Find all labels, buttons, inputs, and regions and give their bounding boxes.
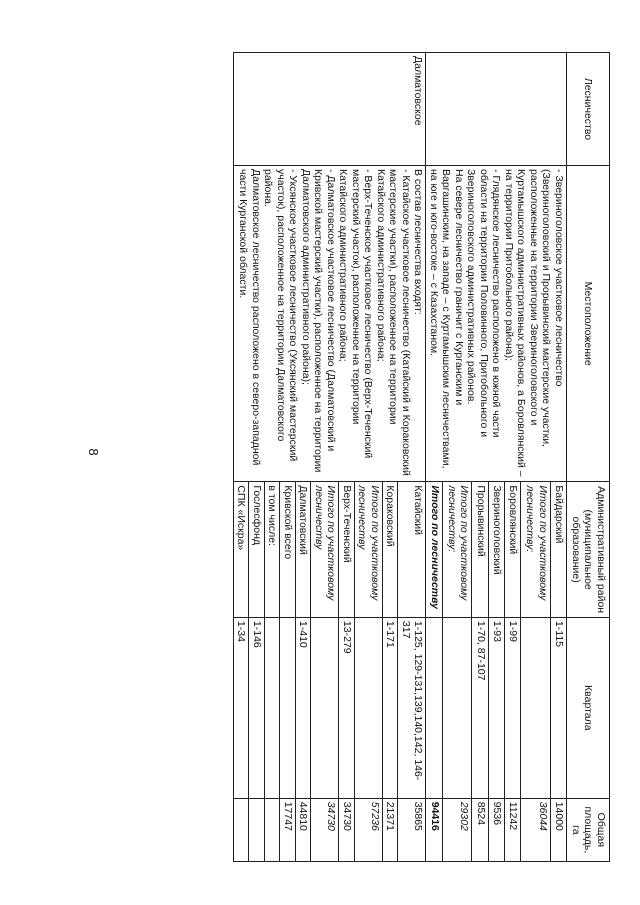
table-header-row bbox=[567, 53, 610, 862]
district-cell: Катайский bbox=[398, 482, 426, 618]
quarters-cell: 1-115 bbox=[550, 617, 566, 798]
district-cell: Далматовский bbox=[296, 482, 312, 618]
district-cell: в том числе: bbox=[265, 482, 281, 618]
area-cell bbox=[234, 798, 250, 861]
quarters-cell bbox=[311, 617, 339, 798]
district-cell: Верх-Теченский bbox=[339, 482, 355, 618]
area-cell bbox=[249, 798, 265, 861]
quarters-cell bbox=[442, 617, 471, 798]
quarters-cell: 1-171 bbox=[383, 617, 399, 798]
district-cell: СПК «Искра» bbox=[234, 482, 250, 618]
area-cell: 11242 bbox=[504, 798, 520, 861]
area-cell-subtotal: 36044 bbox=[521, 798, 550, 861]
area-cell: 35865 bbox=[398, 798, 426, 861]
quarters-cell bbox=[280, 617, 296, 798]
header-admin-district: Административный район (муниципальное образование) bbox=[567, 482, 610, 618]
forestry-table bbox=[233, 52, 610, 862]
location-cell-block2: В состав лесничества входят: - Катайское участковое лесничество (Катайский и Кораковский мастерские участки), расположенное на территории Катайского административного района; - Верх-Теченское участковое лесничество (Верх-Теченский мастерский участок), расположенное на территории Катайского административного района; - Далматовское участковое лесничество (Далматовский и Кривской мастерский участки), расположенное на территории Далматовского административного района); - Уксянское участковое лесничество (Уксянский мастерский участок), расположенное на территории Далматовского района. Далматовское лесничество расположено в северо-западной части Курганской области. bbox=[234, 165, 427, 481]
location-cell-block1: - Звериноголовское участковое лесничество (Звериноголовский и Прорывинский мастерские участки, расположенные на территории Звериноголовского и Куртамышского административных районов, а Боровлянский – на территории Притобольного района); - Глядянское лесничество расположено в южной части области на территории Половинного, Притобольного и Звериноголовского административных районов. На севере лесничество граничит с Курганским и Варгашинским, на западе – с Куртамышским лесничествами, на юге и юго-востоке – с Казахстаном. bbox=[426, 165, 567, 481]
page-number: 8 bbox=[86, 448, 101, 456]
quarters-cell bbox=[355, 617, 383, 798]
district-cell: Звериноголовский bbox=[488, 482, 504, 618]
quarters-cell: 1-34 bbox=[234, 617, 250, 798]
area-cell-subtotal: 34730 bbox=[311, 798, 339, 861]
area-cell bbox=[265, 798, 281, 861]
quarters-cell bbox=[265, 617, 281, 798]
district-cell-subtotal: Итого по участковому лесничеству: bbox=[521, 482, 550, 618]
quarters-cell: 1-99 bbox=[504, 617, 520, 798]
district-cell-total: Итого по лесничеству bbox=[426, 482, 442, 618]
quarters-cell: 1-93 bbox=[488, 617, 504, 798]
area-cell: 44810 bbox=[296, 798, 312, 861]
quarters-cell: 1-70, 87-107 bbox=[472, 617, 488, 798]
area-cell: 34730 bbox=[339, 798, 355, 861]
table-row bbox=[398, 53, 426, 862]
quarters-cell: 1-410 bbox=[296, 617, 312, 798]
district-cell-subtotal: Итого по участковому лесничеству: bbox=[442, 482, 471, 618]
area-cell: 9536 bbox=[488, 798, 504, 861]
area-cell: 17747 bbox=[280, 798, 296, 861]
header-location: Местоположение bbox=[567, 165, 610, 481]
area-cell-subtotal: 29302 bbox=[442, 798, 471, 861]
district-cell: Боровлянский bbox=[504, 482, 520, 618]
header-area: Общая площадь, га bbox=[567, 798, 610, 861]
quarters-cell: 1-125, 129-131,139,140,142, 146-317 bbox=[398, 617, 426, 798]
area-cell: 21371 bbox=[383, 798, 399, 861]
district-cell: Гослесфонд bbox=[249, 482, 265, 618]
forestry-cell-empty bbox=[426, 53, 567, 166]
district-cell: Кораковский bbox=[383, 482, 399, 618]
area-cell: 8524 bbox=[472, 798, 488, 861]
quarters-cell: 13-279 bbox=[339, 617, 355, 798]
district-cell: Кривской всего bbox=[280, 482, 296, 618]
area-cell-total: 94416 bbox=[426, 798, 442, 861]
table-row bbox=[550, 53, 566, 862]
district-cell-subtotal: Итого по участковому лесничеству bbox=[355, 482, 383, 618]
forestry-cell: Далматовское bbox=[234, 53, 427, 166]
district-cell: Прорывинский bbox=[472, 482, 488, 618]
rotated-table-wrapper bbox=[102, 52, 610, 862]
quarters-cell bbox=[426, 617, 442, 798]
district-cell: Байдарский bbox=[550, 482, 566, 618]
quarters-cell: 1-146 bbox=[249, 617, 265, 798]
header-forestry: Лесничество bbox=[567, 53, 610, 166]
district-cell-subtotal: Итого по участковому лесничеству bbox=[311, 482, 339, 618]
header-quarters: Квартала bbox=[567, 617, 610, 798]
quarters-cell bbox=[521, 617, 550, 798]
area-cell-subtotal: 57236 bbox=[355, 798, 383, 861]
area-cell: 14000 bbox=[550, 798, 566, 861]
